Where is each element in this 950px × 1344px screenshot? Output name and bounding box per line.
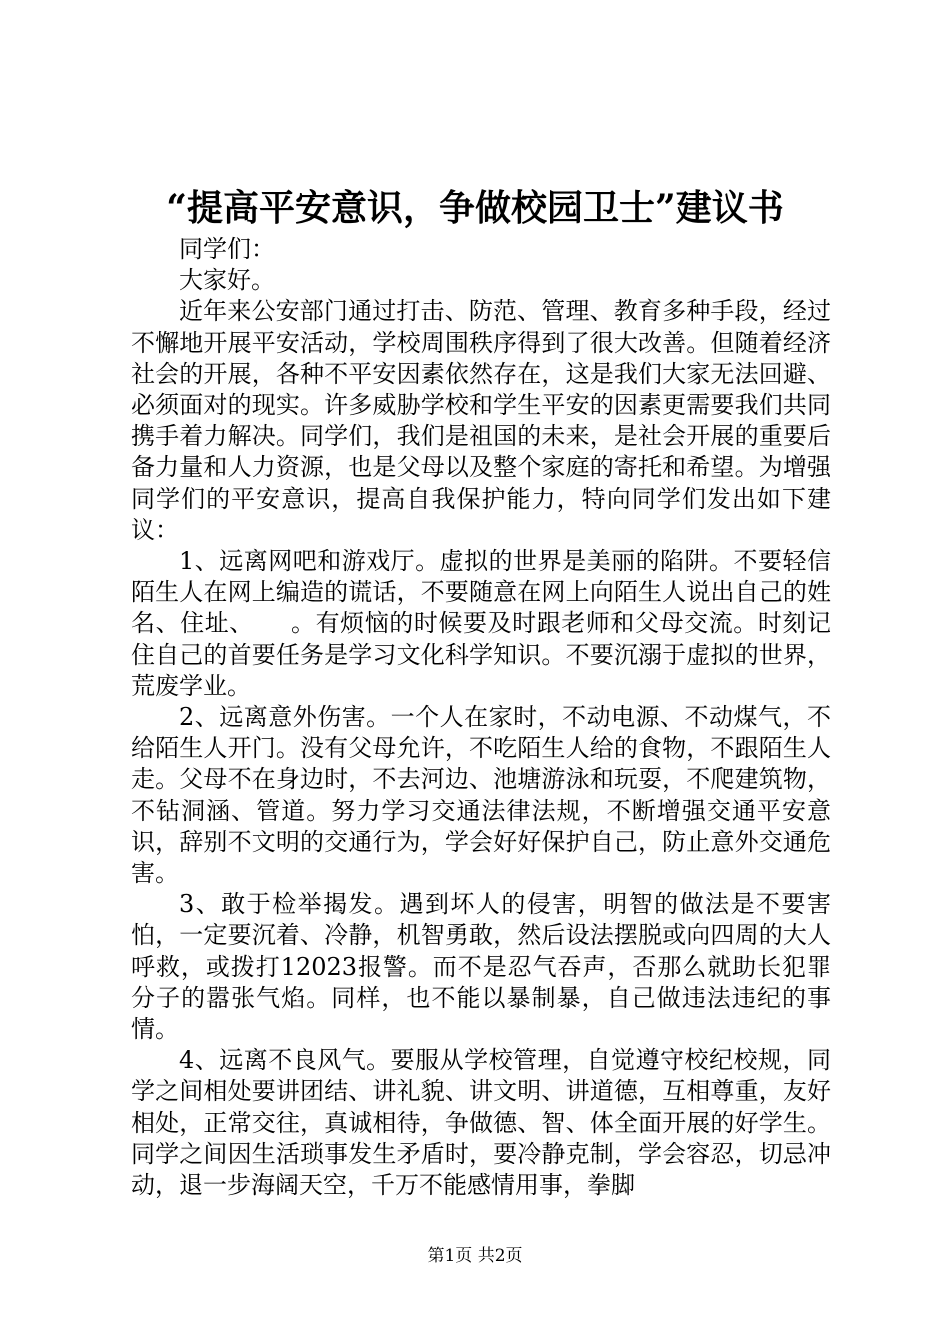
- suggestion-paragraph-3: 3、敢于检举揭发。遇到坏人的侵害，明智的做法是不要害怕，一定要沉着、冷静，机智勇敢，然后设法摆脱或向四周的大人呼救，或拨打12023报警。而不是忍气吞声，否那么就助长犯罪分子的嚣张气焰。同样，也不能以暴制暴，自己做违法违纪的事情。: [131, 890, 831, 1044]
- page-number-footer: 第1页 共2页: [427, 1246, 523, 1266]
- suggestion-paragraph-1: 1、远离网吧和游戏厅。虚拟的世界是美丽的陷阱。不要轻信陌生人在网上编造的谎话，不要随意在网上向陌生人说出自己的姓名、住址、 。有烦恼的时候要及时跟老师和父母交流。时刻记住自己的首要任务是学习文化科学知识。不要沉溺于虚拟的世界，荒废学业。: [131, 547, 831, 700]
- suggestion-paragraph-2: 2、远离意外伤害。一个人在家时，不动电源、不动煤气，不给陌生人开门。没有父母允许，不吃陌生人给的食物，不跟陌生人走。父母不在身边时，不去河边、池塘游泳和玩耍，不爬建筑物，不钻洞涵、管道。努力学习交通法律法规，不断增强交通平安意识，辞别不文明的交通行为，学会好好保护自己，防止意外交通危害。: [131, 703, 831, 888]
- salutation: 同学们：: [179, 235, 275, 263]
- intro-paragraph: 近年来公安部门通过打击、防范、管理、教育多种手段，经过不懈地开展平安活动，学校周围秩序得到了很大改善。但随着经济社会的开展，各种不平安因素依然存在，这是我们大家无法回避、必须面对的现实。许多威胁学校和学生平安的因素更需要我们共同携手着力解决。同学们，我们是祖国的未来，是社会开展的重要后备力量和人力资源，也是父母以及整个家庭的寄托和希望。为增强同学们的平安意识，提高自我保护能力，特向同学们发出如下建议：: [131, 297, 831, 544]
- document-title: “提高平安意识，争做校园卫士”建议书: [166, 187, 784, 229]
- greeting: 大家好。: [179, 266, 275, 295]
- document-body: [131, 234, 831, 1201]
- suggestion-paragraph-4: 4、远离不良风气。要服从学校管理，自觉遵守校纪校规，同学之间相处要讲团结、讲礼貌、讲文明、讲道德，互相尊重，友好相处，正常交往，真诚相待，争做德、智、体全面开展的好学生。同学之间因生活琐事发生矛盾时，要冷静克制，学会容忍，切忌冲动，退一步海阔天空，千万不能感情用事，拳脚: [131, 1046, 831, 1200]
